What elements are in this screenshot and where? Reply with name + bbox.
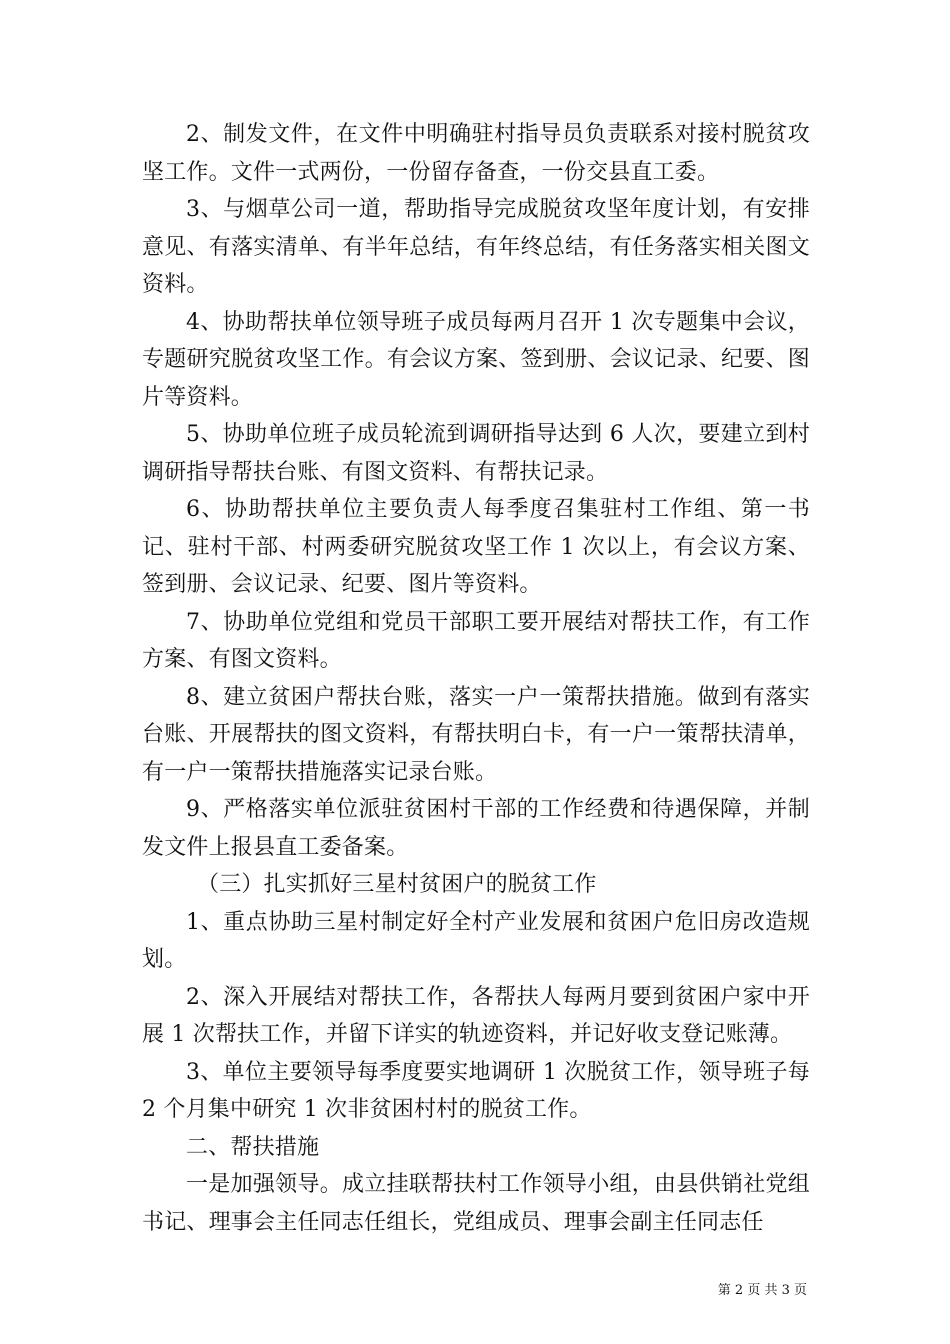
paragraph-measure-1: 一是加强领导。成立挂联帮扶村工作领导小组，由县供销社党组书记、理事会主任同志任组长，党组成员、理事会副主任同志任 <box>142 1172 810 1235</box>
paragraph-subitem-1: 1、重点协助三星村制定好全村产业发展和贫困户危旧房改造规划。 <box>142 909 810 972</box>
paragraph-item-7: 7、协助单位党组和党员干部职工要开展结对帮扶工作，有工作方案、有图文资料。 <box>142 609 810 672</box>
paragraph-subitem-3: 3、单位主要领导每季度要实地调研 1 次脱贫工作，领导班子每 2 个月集中研究 1 次非贫困村村的脱贫工作。 <box>142 1059 810 1122</box>
paragraph-item-2: 2、制发文件，在文件中明确驻村指导员负责联系对接村脱贫攻坚工作。文件一式两份，一份留存备查，一份交县直工委。 <box>142 122 810 185</box>
section-heading-measures: 二、帮扶措施 <box>186 1134 320 1160</box>
paragraph-item-3: 3、与烟草公司一道，帮助指导完成脱贫攻坚年度计划，有安排意见、有落实清单、有半年总结，有年终总结，有任务落实相关图文资料。 <box>142 197 810 297</box>
page-footer <box>0 1282 950 1300</box>
paragraph-item-5: 5、协助单位班子成员轮流到调研指导达到 6 人次，要建立到村调研指导帮扶台账、有图文资料、有帮扶记录。 <box>142 422 810 485</box>
document-body <box>142 116 810 1241</box>
paragraph-item-8: 8、建立贫困户帮扶台账，落实一户一策帮扶措施。做到有落实台账、开展帮扶的图文资料，有帮扶明白卡，有一户一策帮扶清单，有一户一策帮扶措施落实记录台账。 <box>142 684 810 785</box>
section-heading-3: （三）扎实抓好三星村贫困户的脱贫工作 <box>197 872 597 897</box>
page-number: 第 2 页 共 3 页 <box>717 1283 807 1298</box>
paragraph-subitem-2: 2、深入开展结对帮扶工作，各帮扶人每两月要到贫困户家中开展 1 次帮扶工作，并留下详实的轨迹资料，并记好收支登记账薄。 <box>142 984 810 1047</box>
paragraph-item-9: 9、严格落实单位派驻贫困村干部的工作经费和待遇保障，并制发文件上报县直工委备案。 <box>142 797 810 860</box>
paragraph-item-6: 6、协助帮扶单位主要负责人每季度召集驻村工作组、第一书记、驻村干部、村两委研究脱贫攻坚工作 1 次以上，有会议方案、签到册、会议记录、纪要、图片等资料。 <box>142 497 810 597</box>
paragraph-item-4: 4、协助帮扶单位领导班子成员每两月召开 1 次专题集中会议，专题研究脱贫攻坚工作。有会议方案、签到册、会议记录、纪要、图片等资料。 <box>142 309 810 410</box>
